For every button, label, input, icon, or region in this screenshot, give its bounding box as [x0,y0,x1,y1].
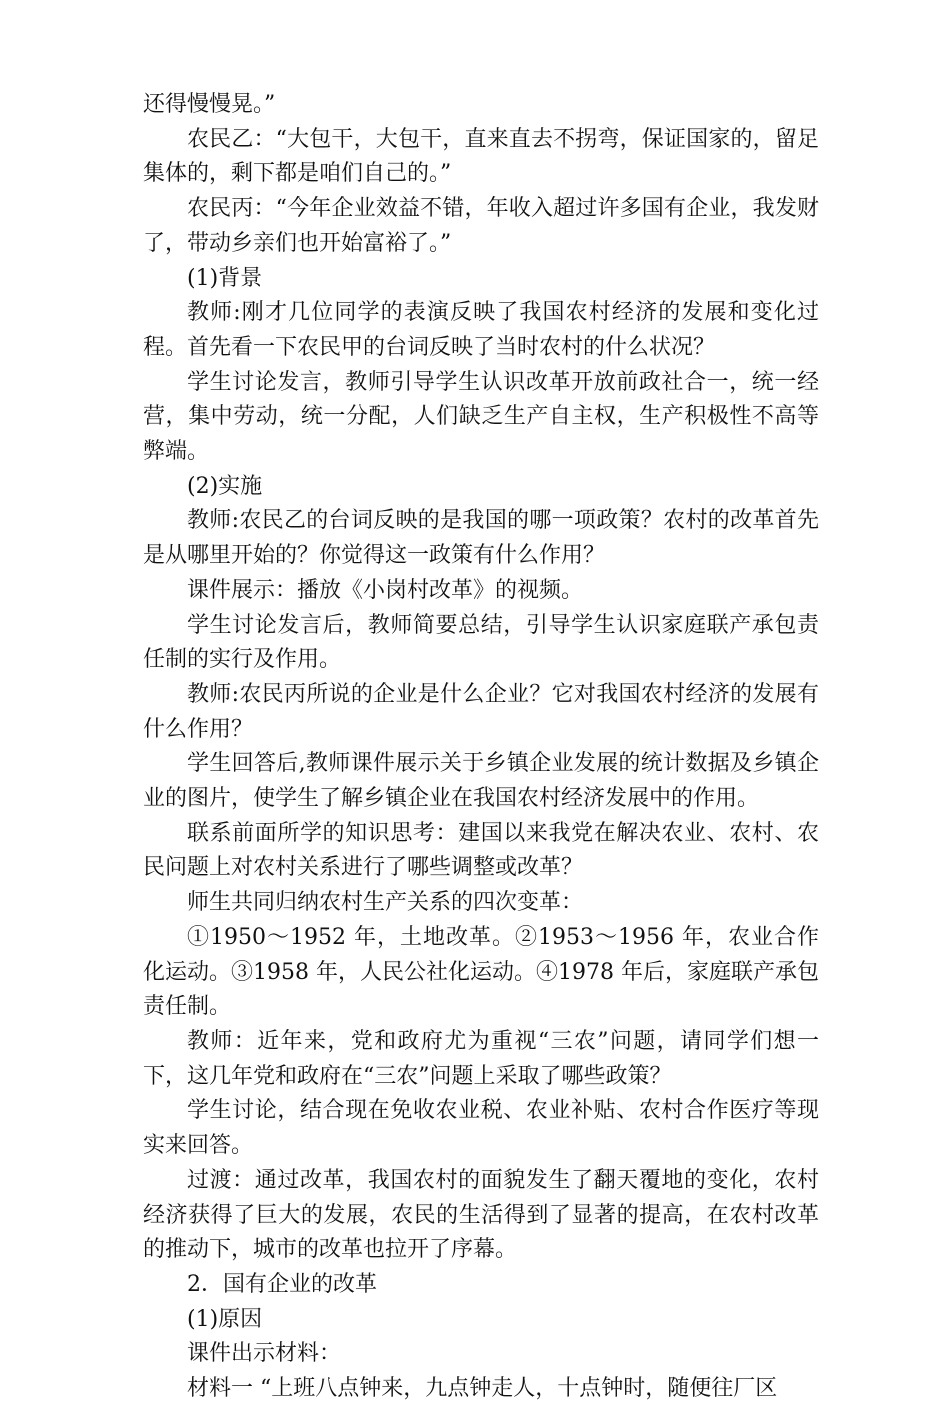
paragraph-11: 教师:农民丙所说的企业是什么企业？它对我国农村经济的发展有什么作用？ [143,681,819,742]
paragraph-2: 农民乙：“大包干，大包干，直来直去不拐弯，保证国家的，留足集体的，剩下都是咱们自己的。” [143,126,819,187]
paragraph-10: 学生讨论发言后，教师简要总结，引导学生认识家庭联产承包责任制的实行及作用。 [143,612,819,673]
paragraph-9: 课件展示：播放《小岗村改革》的视频。 [187,577,584,603]
paragraph-5: 教师:刚才几位同学的表演反映了我国农村经济的发展和变化过程。首先看一下农民甲的台词反映了当时农村的什么状况？ [143,300,819,360]
paragraph-3: 农民丙：“今年企业效益不错，年收入超过许多国有企业，我发财了，带动乡亲们也开始富裕了。” [143,196,819,256]
paragraph-6: 学生讨论发言，教师引导学生认识改革开放前政社合一，统一经营，集中劳动，统一分配，人们缺乏生产自主权，生产积极性不高等弊端。 [143,369,819,465]
section-heading-implementation: (2)实施 [187,473,263,499]
paragraph-15: ①1950～1952 年，土地改革。②1953～1956 年，农业合作化运动。③1958 年，人民公社化运动。④1978 年后，家庭联产承包责任制。 [143,924,819,1020]
paragraph-22: 材料一 “上班八点钟来，九点钟走人，十点钟时，随便往厂区 [187,1376,778,1402]
paragraph-17: 学生讨论，结合现在免收农业税、农业补贴、农村合作医疗等现实来回答。 [143,1098,819,1159]
paragraph-21: 课件出示材料： [187,1341,342,1367]
section-heading-soe-reform: 2．国有企业的改革 [187,1271,377,1297]
document-body [143,88,819,1407]
paragraph-1: 还得慢慢晃。” [143,92,276,117]
section-heading-background: (1)背景 [187,265,263,291]
paragraph-18: 过渡：通过改革，我国农村的面貌发生了翻天覆地的变化，农村经济获得了巨大的发展，农民的生活得到了显著的提高，在农村改革的推动下，城市的改革也拉开了序幕。 [143,1167,819,1263]
section-heading-reason: (1)原因 [187,1306,263,1332]
paragraph-13: 联系前面所学的知识思考：建国以来我党在解决农业、农村、农民问题上对农村关系进行了哪些调整或改革？ [143,820,819,881]
paragraph-12: 学生回答后,教师课件展示关于乡镇企业发展的统计数据及乡镇企业的图片，使学生了解乡镇企业在我国农村经济发展中的作用。 [143,751,819,812]
paragraph-16: 教师：近年来，党和政府尤为重视“三农”问题，请同学们想一下，这几年党和政府在“三农”问题上采取了哪些政策？ [143,1028,819,1089]
paragraph-8: 教师:农民乙的台词反映的是我国的哪一项政策？农村的改革首先是从哪里开始的？你觉得这一政策有什么作用？ [143,508,819,569]
paragraph-14: 师生共同归纳农村生产关系的四次变革： [187,890,584,916]
